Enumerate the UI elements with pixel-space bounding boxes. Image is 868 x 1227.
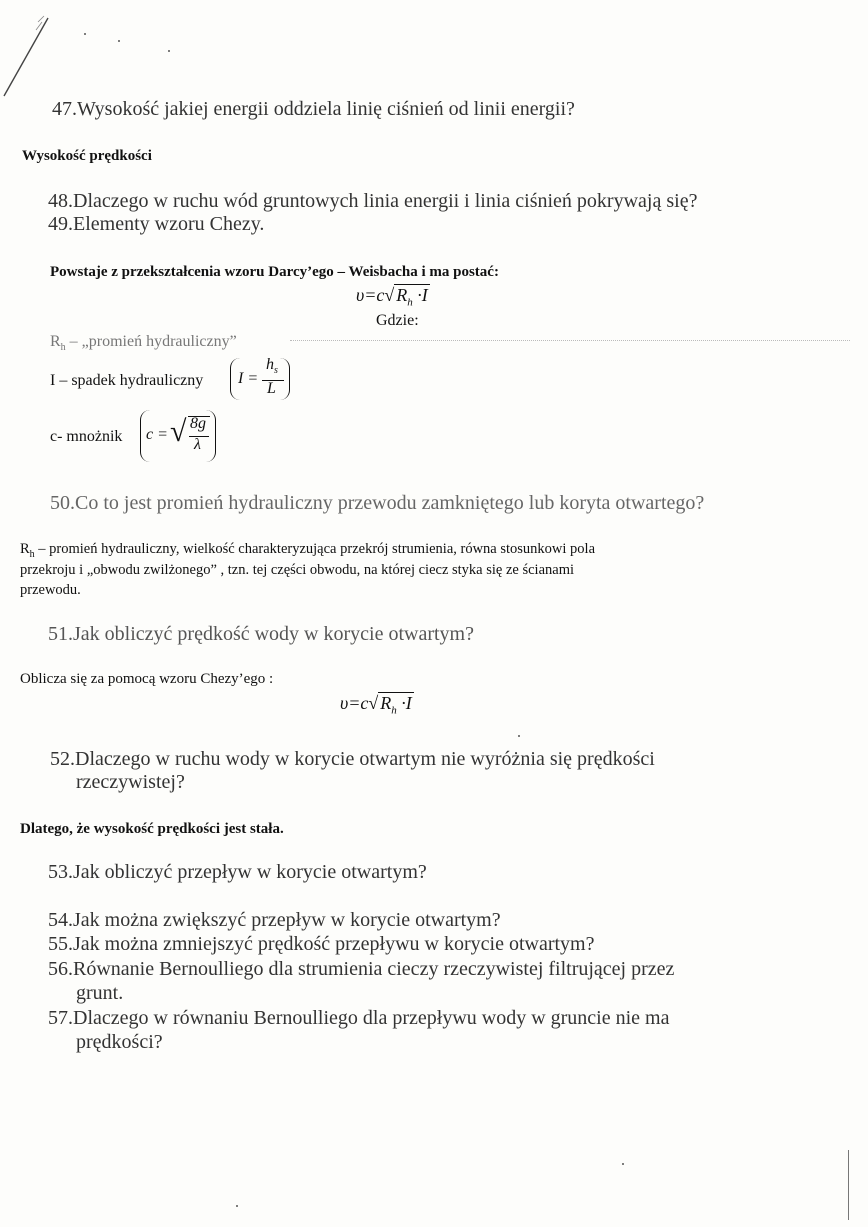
- question-54: 54.Jak można zwiększyć przepływ w korycie otwartym?: [48, 909, 501, 931]
- gdzie-label: Gdzie:: [376, 312, 419, 329]
- question-51: 51.Jak obliczyć prędkość wody w korycie otwartym?: [48, 623, 474, 645]
- pen-stroke-mark: [0, 10, 60, 100]
- answer-51: Oblicza się za pomocą wzoru Chezy’ego :: [20, 671, 274, 687]
- question-56-cont: grunt.: [76, 982, 124, 1004]
- c-formula-radical: √: [170, 415, 187, 448]
- i-formula-numerator: $h_s$: [266, 356, 278, 377]
- answer-47: Wysokość prędkości: [22, 148, 152, 164]
- question-49: 49.Elementy wzoru Chezy.: [48, 213, 265, 235]
- scan-speck: [168, 50, 170, 52]
- answer-50-line3: przewodu.: [20, 582, 81, 598]
- c-formula-lhs: c =: [146, 426, 168, 443]
- c-formula-numerator: 8g: [190, 415, 206, 432]
- c-formula-denominator: λ: [194, 436, 201, 453]
- i-definition: I – spadek hydrauliczny: [50, 372, 204, 389]
- scan-dotted-line: [290, 340, 850, 341]
- i-formula-lhs: I =: [238, 370, 259, 387]
- question-50: 50.Co to jest promień hydrauliczny przewodu zamkniętego lub koryta otwartego?: [50, 492, 705, 514]
- question-57-cont: prędkości?: [76, 1031, 163, 1053]
- question-57: 57.Dlaczego w równaniu Bernoulliego dla przepływu wody w gruncie nie ma: [48, 1007, 670, 1029]
- scan-speck: [518, 735, 520, 737]
- question-53: 53.Jak obliczyć przepływ w korycie otwartym?: [48, 861, 427, 883]
- rh-definition: $R_h$ – „promień hydrauliczny”: [50, 333, 237, 354]
- scan-speck: [622, 1163, 624, 1165]
- scan-speck: [118, 40, 120, 42]
- scan-edge-line: [848, 1150, 849, 1220]
- chezy-formula-2: υ=c√ $R_h \cdot I$: [340, 693, 412, 717]
- answer-52: Dlatego, że wysokość prędkości jest stała.: [20, 821, 284, 837]
- c-definition: c- mnożnik: [50, 428, 123, 445]
- answer-49-intro: Powstaje z przekształcenia wzoru Darcy’ego – Weisbacha i ma postać:: [50, 264, 499, 280]
- i-formula-denominator: L: [267, 380, 276, 397]
- question-47: 47.Wysokość jakiej energii oddziela linię ciśnień od linii energii?: [52, 98, 575, 120]
- question-52: 52.Dlaczego w ruchu wody w korycie otwartym nie wyróżnia się prędkości: [50, 748, 655, 770]
- question-56: 56.Równanie Bernoulliego dla strumienia cieczy rzeczywistej filtrującej przez: [48, 958, 675, 980]
- question-55: 55.Jak można zmniejszyć prędkość przepływu w korycie otwartym?: [48, 933, 595, 955]
- question-48: 48.Dlaczego w ruchu wód gruntowych linia energii i linia ciśnień pokrywają się?: [48, 190, 698, 212]
- question-52-cont: rzeczywistej?: [76, 771, 185, 793]
- answer-50-line2: przekroju i „obwodu zwilżonego” , tzn. tej części obwodu, na której ciecz styka się ze ścianami: [20, 562, 575, 578]
- answer-50: $R_h$ – promień hydrauliczny, wielkość charakteryzująca przekrój strumienia, równa stosunkowi pola: [20, 541, 596, 560]
- chezy-formula: υ=c√ $R_h \cdot I$: [356, 285, 428, 309]
- scan-speck: [236, 1205, 238, 1207]
- scan-speck: [84, 33, 86, 35]
